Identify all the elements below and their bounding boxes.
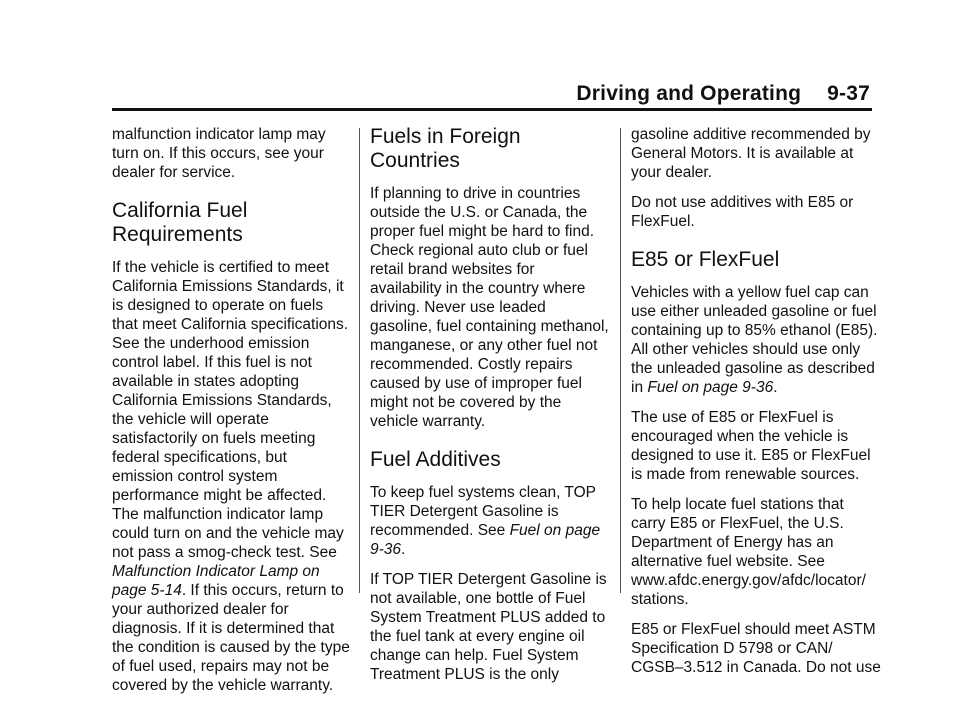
text: . — [401, 541, 406, 558]
column-divider-1 — [359, 128, 360, 593]
cross-reference: Fuel on page 9-36 — [370, 522, 601, 558]
header-rule — [112, 108, 872, 111]
heading-california-fuel: California Fuel Requirements — [112, 199, 248, 246]
text: To keep fuel systems clean, TOP TIER Detergent Gasoline is recommended. See — [370, 484, 596, 539]
paragraph-additive-cont: gasoline additive recommended by General Motors. It is available at your dealer. — [631, 126, 871, 181]
column-1 — [112, 125, 352, 706]
paragraph-e85-3: To help locate fuel stations that carry E85 or FlexFuel, the U.S. Department of Energy has an alternative fuel website. See www.afdc.energy.gov/afdc/locator/ stations. — [631, 496, 866, 608]
paragraph-continued: malfunction indicator lamp may turn on. If this occurs, see your dealer for service. — [112, 126, 326, 181]
text: If the vehicle is certified to meet California Emissions Standards, it is designed to operate on fuels that meet California specifications. See the underhood emission control label. If this fuel is not available in states adopting California Emissions Standards, the vehicle will operate satisfactorily on fuels meeting federal specifications, but emission control system performance might be affected. The malfunction indicator lamp could turn on and the vehicle may not pass a smog-check test. See — [112, 259, 349, 561]
paragraph-foreign: If planning to drive in countries outside the U.S. or Canada, the proper fuel might be hard to find. Check regional auto club or fuel retail brand websites for availability in the country where driving. Never use leaded gasoline, fuel containing methanol, manganese, or any other fuel not recommended. Costly repairs caused by use of improper fuel might not be covered by the vehicle warranty. — [370, 185, 609, 430]
paragraph-no-additives: Do not use additives with E85 or FlexFuel. — [631, 194, 854, 230]
paragraph-additives-1 — [370, 483, 610, 559]
paragraph-e85-4: E85 or FlexFuel should meet ASTM Specification D 5798 or CAN/ CGSB–3.512 in Canada. Do not use — [631, 621, 881, 676]
heading-e85-flexfuel: E85 or FlexFuel — [631, 248, 780, 271]
page-number: 9-37 — [827, 82, 870, 105]
column-2 — [370, 125, 610, 695]
paragraph-california — [112, 258, 352, 695]
column-divider-2 — [620, 128, 621, 593]
paragraph-additives-2: If TOP TIER Detergent Gasoline is not available, one bottle of Fuel System Treatment PLUS added to the fuel tank at every engine oil change can help. Fuel System Treatment PLUS is the only — [370, 571, 607, 683]
column-3 — [631, 125, 881, 688]
section-title: Driving and Operating — [576, 82, 802, 105]
heading-foreign-fuels: Fuels in Foreign Countries — [370, 125, 521, 172]
paragraph-e85-2: The use of E85 or FlexFuel is encouraged when the vehicle is designed to use it. E85 or FlexFuel is made from renewable sources. — [631, 409, 871, 483]
text: Vehicles with a yellow fuel cap can use either unleaded gasoline or fuel containing up to 85% ethanol (E85). All other vehicles should use only the unleaded gasoline as described in — [631, 284, 878, 396]
text: . If this occurs, return to your authorized dealer for diagnosis. If it is determined that the condition is caused by the type of fuel used, repairs may not be covered by the vehicle warranty. — [112, 582, 350, 694]
page-header — [576, 82, 870, 106]
heading-fuel-additives: Fuel Additives — [370, 448, 501, 471]
text: . — [773, 379, 778, 396]
cross-reference: Fuel on page 9-36 — [647, 379, 774, 396]
paragraph-e85-1 — [631, 283, 881, 397]
cross-reference: Malfunction Indicator Lamp on page 5-14 — [112, 563, 320, 599]
